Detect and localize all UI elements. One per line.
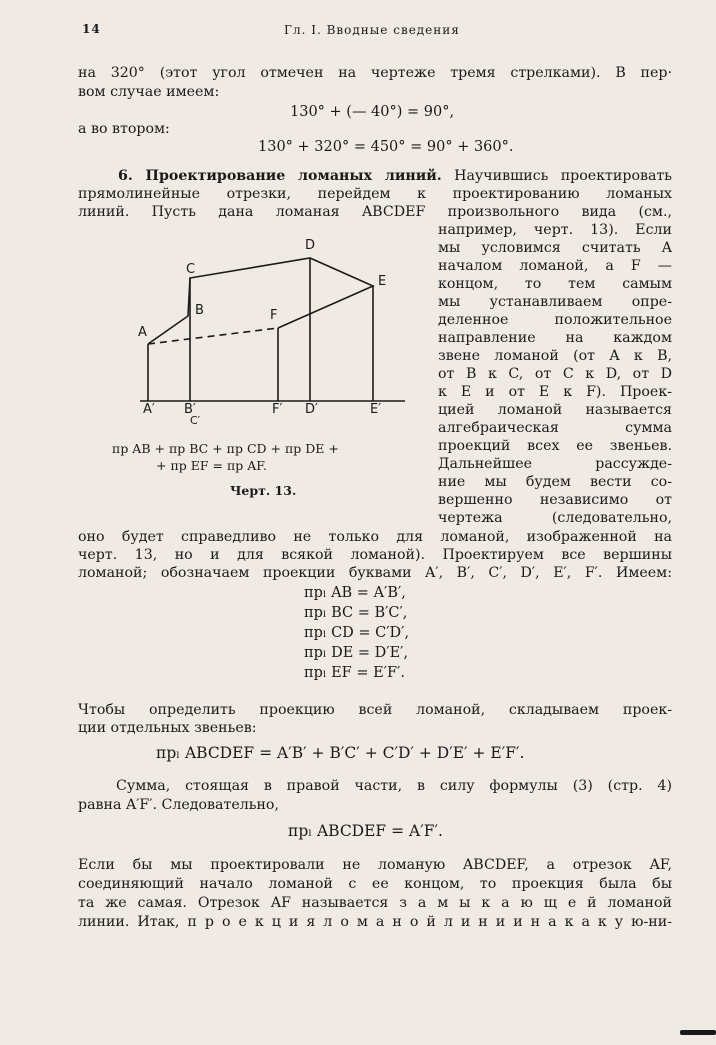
label-b-prime: B′ <box>184 402 196 417</box>
projection-eq: прₗ AB = A′B′, <box>304 585 406 601</box>
section-heading: 6. Проектирование ломаных линий. <box>118 168 442 184</box>
label-f-prime: F′ <box>272 402 283 417</box>
formula-sum: прₗ ABCDEF = A′B′ + B′C′ + C′D′ + D′E′ + E′F′. <box>156 744 525 762</box>
narrow-line: мы условимся считать A <box>438 240 672 256</box>
label-e-prime: E′ <box>370 402 382 417</box>
narrow-line: алгебраическая сумма <box>438 420 672 436</box>
narrow-line: чертежа (следовательно, <box>438 510 672 526</box>
intro-line-2: вом случае имеем: <box>78 84 220 100</box>
projection-eq: прₗ CD = C′D′, <box>304 625 410 641</box>
label-d-prime: D′ <box>305 402 318 417</box>
projection-eq: прₗ DE = D′E′, <box>304 645 409 661</box>
end-line: Если бы мы проектировали не ломаную ABCDEF, а отрезок AF, <box>78 857 672 873</box>
figure-formula-line-2: + пр EF = пр AF. <box>156 458 268 473</box>
after-line: черт. 13, но и для всякой ломаной). Проектируем все вершины <box>78 547 672 563</box>
section-line-2: линий. Пусть дана ломаная ABCDEF произвольного вида (см., <box>78 204 672 220</box>
polyline-abcdef <box>148 258 373 344</box>
formula-second-case: 130° + 320° = 450° = 90° + 360°. <box>258 139 514 155</box>
conclusion-line-1: Чтобы определить проекцию всей ломаной, складываем проек- <box>78 702 672 718</box>
narrow-line: проекций всех ее звеньев. <box>438 438 672 454</box>
narrow-line: от B к C, от C к D, от D <box>438 366 672 382</box>
narrow-line: например, черт. 13). Если <box>438 222 672 238</box>
narrow-line: концом, то тем самым <box>438 276 672 292</box>
after-line: ломаной; обозначаем проекции буквами A′, B′, C′, D′, E′, F′. Имеем: <box>78 565 672 581</box>
end-line: та же самая. Отрезок AF называется з а м ы к а ю щ е й ломаной <box>78 895 672 911</box>
label-a: A <box>138 325 147 340</box>
conclusion-line-4: равна A′F′. Следовательно, <box>78 797 279 813</box>
figure-caption: Черт. 13. <box>230 483 297 498</box>
projection-eq: прₗ BC = B′C′, <box>304 605 408 621</box>
label-d: D <box>305 238 316 253</box>
page-number: 14 <box>82 22 101 36</box>
page-corner-mark <box>680 1030 716 1035</box>
section-line-0: Научившись проектировать <box>454 168 673 184</box>
projection-eq: прₗ EF = E′F′. <box>304 665 405 681</box>
narrow-line: ние мы будем вести со- <box>438 474 672 490</box>
label-c-prime: C′ <box>190 414 201 427</box>
narrow-line: вершенно независимо от <box>438 492 672 508</box>
label-f: F <box>270 308 278 323</box>
label-b: B <box>195 303 204 318</box>
narrow-line: мы устанавливаем опре- <box>438 294 672 310</box>
formula-first-case: 130° + (— 40°) = 90°, <box>290 104 455 120</box>
narrow-line: к E и от E к F). Проек- <box>438 384 672 400</box>
narrow-line: направление на каждом <box>438 330 672 346</box>
narrow-line: Дальнейшее рассужде- <box>438 456 672 472</box>
label-a-prime: A′ <box>143 402 155 417</box>
formula-final: прₗ ABCDEF = A′F′. <box>288 822 443 840</box>
label-c: C <box>186 262 196 277</box>
narrow-line: звене ломаной (от A к B, <box>438 348 672 364</box>
conclusion-line-2: ции отдельных звеньев: <box>78 720 257 736</box>
end-line: линии. Итак, п р о е к ц и я л о м а н о й л и н и и н а к а к у ю-ни- <box>78 914 672 930</box>
intro-line-1: на 320° (этот угол отмечен на чертеже тремя стрелками). В пер· <box>78 65 672 81</box>
narrow-line: началом ломаной, а F — <box>438 258 672 274</box>
conclusion-line-3: Сумма, стоящая в правой части, в силу формулы (3) (стр. 4) <box>116 778 672 794</box>
intro-line-3: а во втором: <box>78 121 170 137</box>
running-title: Гл. I. Вводные сведения <box>284 23 460 37</box>
end-line: соединяющий начало ломаной с ее концом, то проекция была бы <box>78 876 672 892</box>
section-line-1: прямолинейные отрезки, перейдем к проектированию ломаных <box>78 186 672 202</box>
label-e: E <box>378 274 387 289</box>
after-line: оно будет справедливо не только для ломаной, изображенной на <box>78 529 672 545</box>
narrow-line: цией ломаной называется <box>438 402 672 418</box>
figure-formula-line-1: пр AB + пр BC + пр CD + пр DE + <box>112 441 339 456</box>
narrow-line: деленное положительное <box>438 312 672 328</box>
